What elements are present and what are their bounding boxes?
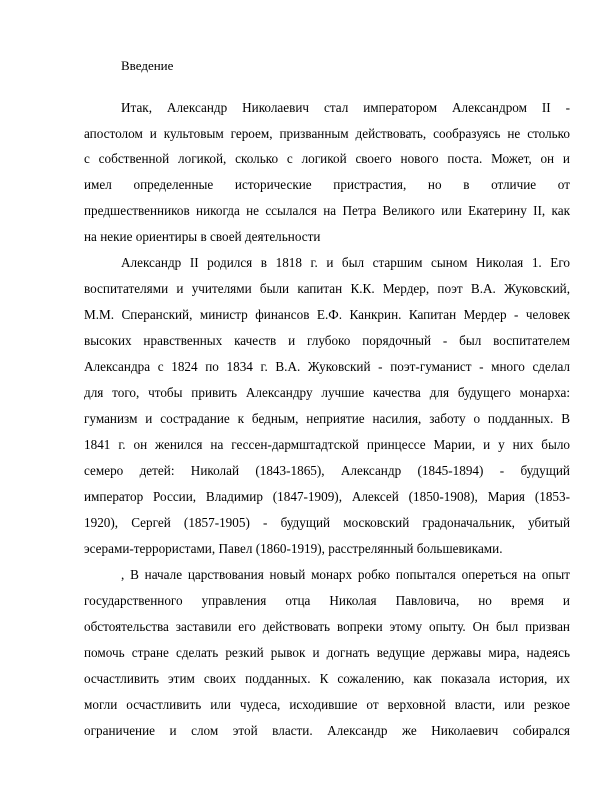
document-heading: Введение: [121, 58, 174, 73]
text-line: Александр II родился в 1818 г. и был старшим сыном Николая 1. Его: [121, 255, 570, 270]
text-line: помочь стране сделать резкий рывок и догнать ведущие державы мира, надеясь: [84, 645, 570, 660]
text-line: с собственной логикой, сколько с логикой своего нового поста. Может, он и: [84, 151, 570, 166]
text-line: воспитателями и учителями были капитан К.К. Мердер, поэт В.А. Жуковский,: [84, 281, 570, 296]
text-line: , В начале царствования новый монарх робко попытался опереться на опыт: [121, 567, 570, 582]
text-line: предшественников никогда не ссылался на Петра Великого или Екатерину II, как: [84, 203, 570, 218]
text-line: ограничение и слом этой власти. Александр же Николаевич собирался: [84, 723, 570, 738]
text-line: апостолом и культовым героем, призванным действовать, сообразуясь не столько: [84, 126, 570, 141]
text-line: Итак, Александр Николаевич стал императором Александром II -: [121, 100, 570, 115]
text-line: гуманизм и сострадание к бедным, неприятие насилия, заботу о подданных. В: [84, 411, 570, 426]
text-line: могли осчастливить или чудеса, исходившие от верховной власти, или резкое: [84, 697, 570, 712]
text-line: осчастливить этим своих подданных. К сожалению, как показала история, их: [84, 671, 570, 686]
text-line: имел определенные исторические пристрастия, но в отличие от: [84, 177, 570, 192]
text-line: для того, чтобы привить Александру лучшие качества для будущего монарха:: [84, 385, 570, 400]
text-line: высоких нравственных качеств и глубоко порядочный - был воспитателем: [84, 333, 570, 348]
text-line: 1920), Сергей (1857-1905) - будущий московский градоначальник, убитый: [84, 515, 570, 530]
text-line: на некие ориентиры в своей деятельности: [84, 229, 321, 244]
text-line: обстоятельства заставили его действовать вопреки этому опыту. Он был призван: [84, 619, 570, 634]
text-line: Александра с 1824 по 1834 г. В.А. Жуковский - поэт-гуманист - много сделал: [84, 359, 570, 374]
text-line: 1841 г. он женился на гессен-дармштадтской принцессе Марии, и у них было: [84, 437, 570, 452]
text-line: эсерами-террористами, Павел (1860-1919), расстрелянный большевиками.: [84, 541, 503, 556]
text-line: М.М. Сперанский, министр финансов Е.Ф. Канкрин. Капитан Мердер - человек: [84, 307, 570, 322]
text-line: государственного управления отца Николая Павловича, но время и: [84, 593, 570, 608]
text-line: семеро детей: Николай (1843-1865), Александр (1845-1894) - будущий: [84, 463, 570, 478]
text-line: император России, Владимир (1847-1909), Алексей (1850-1908), Мария (1853-: [84, 489, 570, 504]
